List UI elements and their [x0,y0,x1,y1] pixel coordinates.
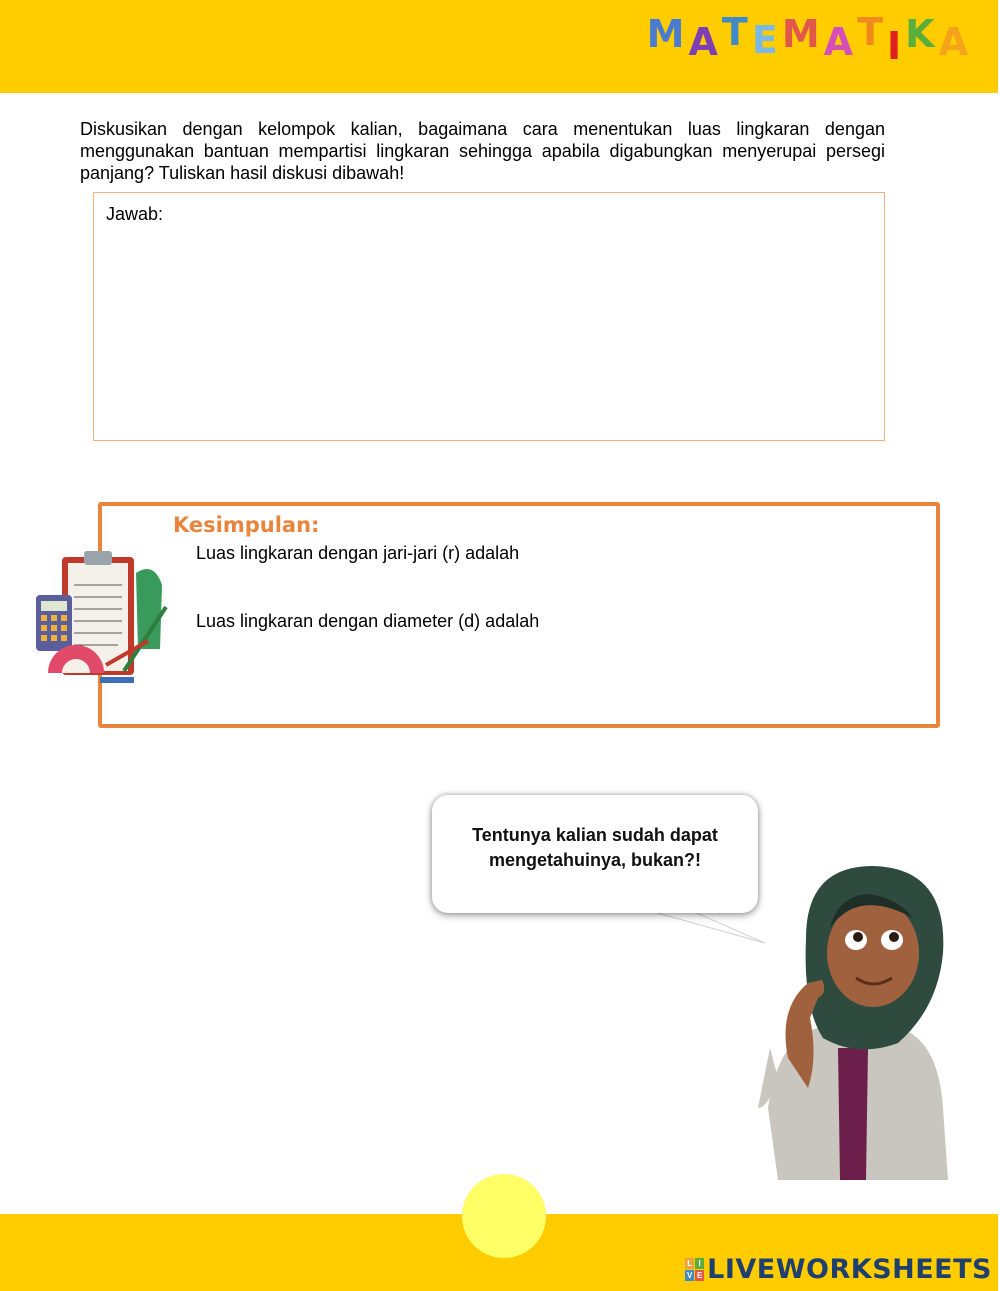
subject-title-matematika [647,12,972,68]
conclusion-title: Kesimpulan: [173,513,320,537]
speech-bubble [432,795,758,913]
answer-label: Jawab: [106,204,164,224]
brand-letter: M [646,12,689,56]
brand-letter: A [823,20,858,64]
brand-letter: M [781,12,824,56]
conclusion-diameter-line: Luas lingkaran dengan diameter (d) adalah [196,611,540,631]
brand-letter: A [938,20,972,64]
speech-line-2: mengetahuinya, bukan?! [488,850,702,870]
liveworksheets-logo-text: LIVEWORKSHEETS [707,1254,992,1285]
thinking-girl-character-icon [748,858,958,1180]
question-text: Diskusikan dengan kelompok kalian, bagaimana cara menentukan luas lingkaran dengan menggunakan bantuan mempartisi lingkaran sehingga apabila digabungkan menyerupai persegi panjang? Tuliskan hasil diskusi dibawah! [80,119,885,183]
liveworksheets-logo[interactable] [685,1254,992,1285]
brand-letter: E [751,18,782,62]
conclusion-radius-line: Luas lingkaran dengan jari-jari (r) adalah [196,543,520,563]
brand-letter: T [857,10,887,54]
answer-input[interactable] [106,233,872,430]
brand-letter: K [905,12,939,56]
brand-letter: T [721,10,752,54]
brand-letter: I [886,24,906,68]
liveworksheets-icon: L I V E [686,1259,703,1280]
answer-box[interactable] [93,192,885,441]
math-tools-clipart-icon [28,545,178,690]
speech-line-1: Tentunya kalian sudah dapat [472,825,718,845]
page-number-circle [462,1174,546,1258]
brand-letter: A [688,20,722,64]
